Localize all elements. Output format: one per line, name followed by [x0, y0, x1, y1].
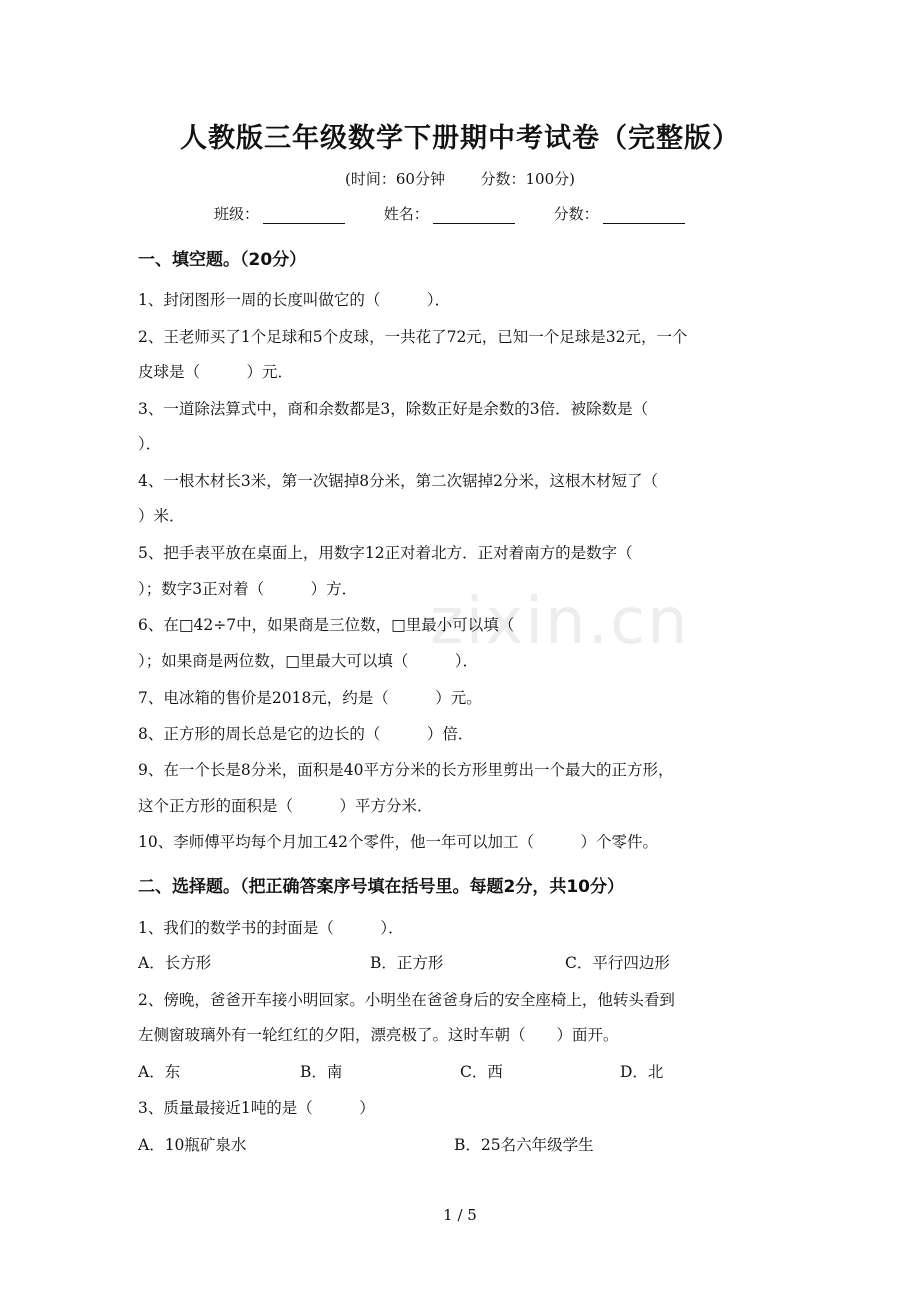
question-line: 3、质量最接近1吨的是（ ） [138, 1099, 375, 1117]
option-b[interactable]: B．正方形 [370, 954, 444, 972]
class-blank[interactable] [263, 205, 345, 224]
option-a[interactable]: A．东 [138, 1063, 181, 1081]
question-line: 2、傍晚，爸爸开车接小明回家。小明坐在爸爸身后的安全座椅上，他转头看到 [138, 991, 675, 1009]
question-line: 9、在一个长是8分米，面积是40平方分米的长方形里剪出一个最大的正方形， [138, 761, 674, 779]
option-a[interactable]: A．长方形 [138, 954, 212, 972]
question-line: 10、李师傅平均每个月加工42个零件，他一年可以加工（ ）个零件。 [138, 833, 658, 851]
section-heading-choice: 二、选择题。（把正确答案序号填在括号里。每题2分，共10分） [138, 877, 624, 897]
question-line: ）；数字3正对着（ ）方． [138, 580, 358, 598]
question-line: 7、电冰箱的售价是2018元，约是（ ）元。 [138, 689, 482, 707]
score-label: 分数： [553, 205, 599, 223]
watermark: zixin.cn [430, 585, 690, 659]
option-a[interactable]: A．10瓶矿泉水 [138, 1136, 247, 1154]
question-line: 3、一道除法算式中，商和余数都是3，除数正好是余数的3倍．被除数是（ [138, 400, 649, 418]
exam-meta [0, 168, 920, 189]
option-b[interactable]: B．南 [300, 1063, 343, 1081]
student-info [214, 203, 719, 224]
question-line: 5、把手表平放在桌面上，用数字12正对着北方．正对着南方的是数字（ [138, 544, 633, 562]
question-line: 1、封闭图形一周的长度叫做它的（ ）． [138, 291, 451, 309]
page-number: 1 / 5 [443, 1206, 477, 1224]
question-line: 8、正方形的周长总是它的边长的（ ）倍． [138, 725, 474, 743]
name-label: 姓名： [383, 205, 429, 223]
section-heading-fill-blank: 一、填空题。（20分） [138, 250, 307, 270]
question-line: 1、我们的数学书的封面是（ ）． [138, 919, 404, 937]
question-line: 6、在□42÷7中，如果商是三位数，□里最小可以填（ [138, 616, 515, 634]
question-line: 2、王老师买了1个足球和5个皮球，一共花了72元，已知一个足球是32元，一个 [138, 328, 688, 346]
time-info: (时间：60分钟 [345, 170, 445, 188]
name-blank[interactable] [433, 205, 515, 224]
page-title: 人教版三年级数学下册期中考试卷（完整版） [180, 123, 740, 154]
question-line: ）． [138, 435, 162, 453]
question-line: 这个正方形的面积是（ ）平方分米． [138, 797, 433, 815]
question-line: 皮球是（ ）元． [138, 363, 294, 381]
class-label: 班级： [214, 205, 260, 223]
question-line: 4、一根木材长3米，第一次锯掉8分米，第二次锯掉2分米，这根木材短了（ [138, 472, 658, 490]
question-line: 左侧窗玻璃外有一轮红红的夕阳，漂亮极了。这时车朝（ ）面开。 [138, 1026, 619, 1044]
option-b[interactable]: B．25名六年级学生 [454, 1136, 594, 1154]
option-c[interactable]: C．平行四边形 [565, 954, 670, 972]
option-c[interactable]: C．西 [460, 1063, 503, 1081]
score-blank[interactable] [603, 205, 685, 224]
score-info: 分数：100分) [480, 170, 575, 188]
question-line: ）米． [138, 507, 185, 525]
option-d[interactable]: D．北 [620, 1063, 664, 1081]
question-line: ）；如果商是两位数，□里最大可以填（ ）． [138, 652, 479, 670]
